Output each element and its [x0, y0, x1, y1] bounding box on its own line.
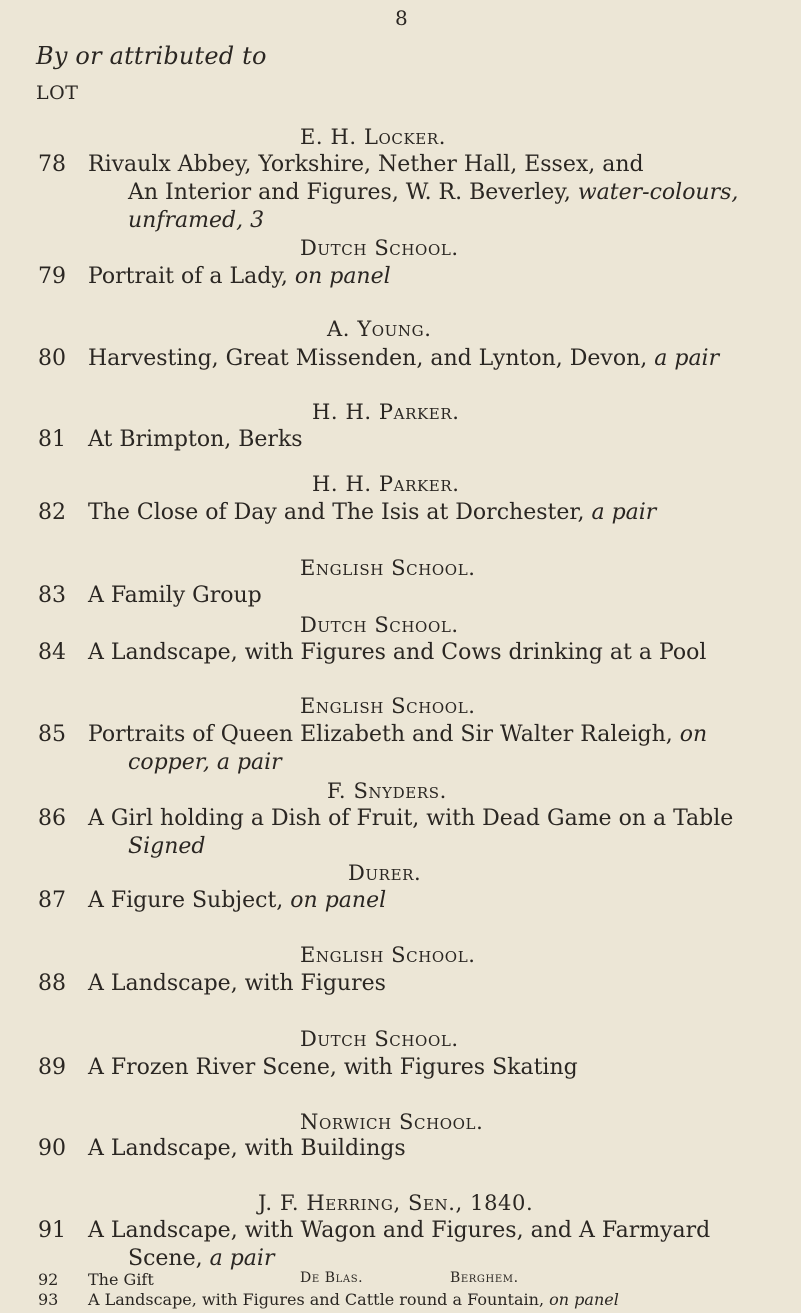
lot-description: A Girl holding a Dish of Fruit, with Dead Game on a Table — [88, 806, 734, 831]
lot-number: 86 — [38, 806, 66, 831]
artist-name: English School. — [300, 556, 476, 580]
lot-description: A Figure Subject, on panel — [88, 888, 387, 913]
lot-description: Rivaulx Abbey, Yorkshire, Nether Hall, Essex, and — [88, 152, 644, 177]
artist-name: De Blas. — [300, 1270, 364, 1286]
artist-name: H. H. Parker. — [312, 472, 460, 496]
page-number: 8 — [395, 6, 408, 30]
artist-name: E. H. Locker. — [300, 125, 446, 149]
lot-number: 87 — [38, 888, 66, 913]
lot-description: A Frozen River Scene, with Figures Skating — [88, 1055, 578, 1080]
artist-name: Dutch School. — [300, 1027, 459, 1051]
lot-number: 92 — [38, 1270, 59, 1289]
lot-description-cont: unframed, 3 — [128, 208, 265, 233]
lot-number: 93 — [38, 1290, 59, 1309]
lot-description: The Gift — [88, 1270, 154, 1289]
lower-lot-list — [0, 1270, 801, 1313]
catalogue-subtitle: By or attributed to — [36, 42, 267, 70]
lot-description-cont: Scene, a pair — [128, 1246, 275, 1271]
lot-description-cont: An Interior and Figures, W. R. Beverley, water-colours, — [128, 180, 739, 205]
lot-description-cont: Signed — [128, 834, 206, 859]
lot-number: 83 — [38, 583, 66, 608]
lot-description: A Landscape, with Wagon and Figures, and A Farmyard — [88, 1218, 711, 1243]
lot-description: Portraits of Queen Elizabeth and Sir Walter Raleigh, on — [88, 722, 708, 747]
artist-name: Berghem. — [450, 1270, 519, 1286]
lot-description-cont: copper, a pair — [128, 750, 282, 775]
lot-description: Harvesting, Great Missenden, and Lynton, Devon, a pair — [88, 346, 720, 371]
lot-description: A Landscape, with Figures and Cattle round a Fountain, on panel — [88, 1290, 619, 1309]
artist-name: English School. — [300, 694, 476, 718]
lot-number: 78 — [38, 152, 66, 177]
artist-name: H. H. Parker. — [312, 400, 460, 424]
artist-name: J. F. Herring, Sen., 1840. — [258, 1191, 534, 1215]
lot-description: Portrait of a Lady, on panel — [88, 264, 391, 289]
artist-name: English School. — [300, 943, 476, 967]
lot-number: 84 — [38, 640, 66, 665]
lot-number: 82 — [38, 500, 66, 525]
lot-number: 90 — [38, 1136, 66, 1161]
artist-name: Dutch School. — [300, 613, 459, 637]
lot-number: 80 — [38, 346, 66, 371]
lot-number: 85 — [38, 722, 66, 747]
lot-number: 89 — [38, 1055, 66, 1080]
artist-name: Durer. — [348, 861, 422, 885]
artist-name: F. Snyders. — [327, 779, 447, 803]
artist-name: A. Young. — [327, 317, 432, 341]
lot-number: 88 — [38, 971, 66, 996]
artist-name: Dutch School. — [300, 236, 459, 260]
artist-name: Norwich School. — [300, 1110, 484, 1134]
lot-column-header: LOT — [36, 82, 79, 104]
lot-description: A Landscape, with Figures and Cows drinking at a Pool — [88, 640, 707, 665]
lot-description: At Brimpton, Berks — [88, 427, 303, 452]
lot-number: 91 — [38, 1218, 66, 1243]
lot-description: A Landscape, with Figures — [88, 971, 386, 996]
lot-number: 79 — [38, 264, 66, 289]
lot-description: A Landscape, with Buildings — [88, 1136, 406, 1161]
lot-number: 81 — [38, 427, 66, 452]
lot-description: A Family Group — [88, 583, 262, 608]
lot-description: The Close of Day and The Isis at Dorchester, a pair — [88, 500, 657, 525]
